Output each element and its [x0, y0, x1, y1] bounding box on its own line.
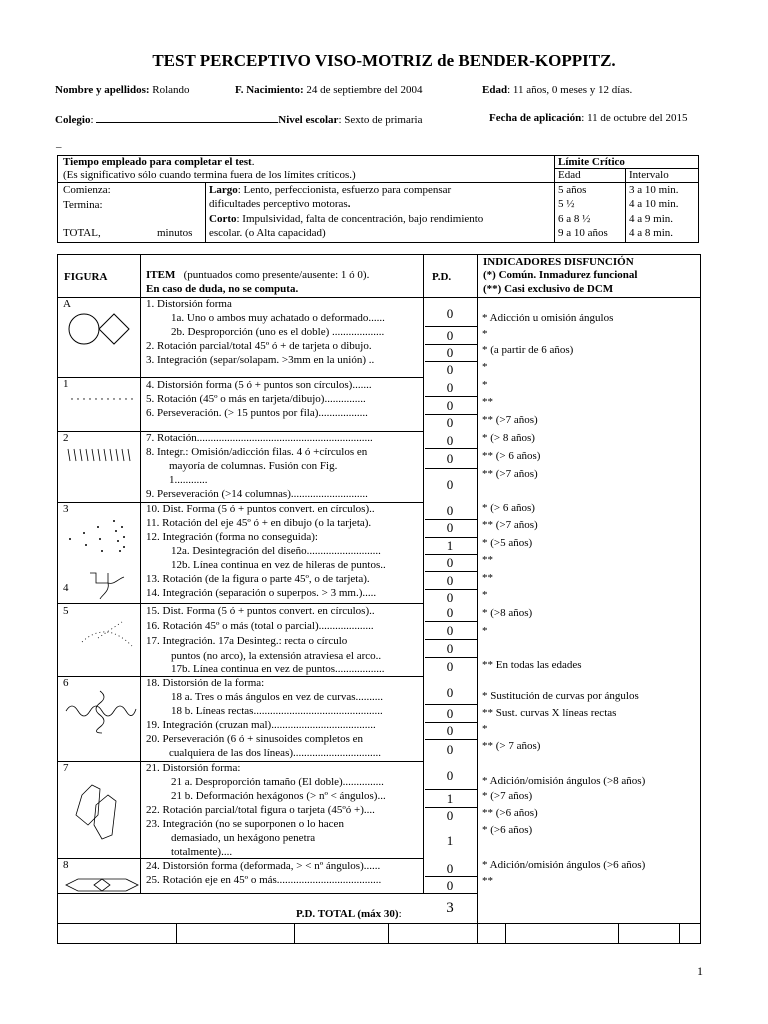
indicator: ** (>7 años) [482, 414, 538, 426]
score[interactable]: 0 [446, 306, 454, 321]
col-indicators-common: (*) Común. Inmadurez funcional [483, 269, 638, 281]
item-text: 22. Rotación parcial/total figura o tarjeta (45ºó +).... [146, 804, 375, 816]
total-label: P.D. TOTAL (máx 30): [296, 908, 402, 920]
indicator: * (>7 años) [482, 790, 533, 802]
item-text: totalmente).... [171, 846, 233, 858]
indicator: * [482, 589, 488, 601]
indicator: ** Sust. curvas X líneas rectas [482, 707, 617, 719]
item-text: 20. Perseveración (6 ó + sinusoides completos en [146, 733, 363, 745]
age-row [482, 84, 632, 96]
item-text: 13. Rotación (de la figura o parte 45º, o de tarjeta). [146, 573, 370, 585]
date-label: Fecha de aplicación [489, 112, 582, 124]
ends-label: Termina: [63, 199, 103, 211]
item-text: 9. Perseveración (>14 columnas)............................ [146, 488, 368, 500]
school-sep: : [90, 114, 94, 126]
indicator: ** [482, 572, 493, 584]
limit-age: 5 años [558, 184, 587, 196]
item-text: 14. Integración (separación o superpos. > 3 mm.)..... [146, 587, 377, 599]
item-text: 21. Distorsión forma: [146, 762, 241, 774]
minutes-label: minutos [157, 227, 193, 239]
figure-4-drawing [88, 569, 128, 603]
score[interactable]: 0 [446, 659, 454, 674]
short-text: Corto: Impulsividad, falta de concentración, bajo rendimiento [209, 213, 484, 225]
school-label: Colegio [55, 114, 91, 126]
figure-a-drawing [66, 313, 136, 347]
divider [58, 858, 423, 859]
score[interactable]: 0 [446, 641, 454, 656]
school-field[interactable] [96, 112, 278, 123]
score[interactable]: 0 [446, 345, 454, 360]
limit-age: 6 a 8 ½ [558, 213, 591, 225]
indicator: * [482, 328, 488, 340]
divider [140, 255, 141, 893]
divider [205, 182, 206, 242]
long-text-2: dificultades perceptivo motoras. [209, 198, 351, 210]
divider [425, 704, 477, 705]
date-row [489, 112, 687, 124]
divider [425, 639, 477, 640]
name-value: Rolando [152, 84, 190, 96]
figure-label: 6 [63, 677, 69, 689]
item-text: puntos (no arco), la extensión atraviesa el arco.. [171, 650, 382, 662]
score[interactable]: 0 [446, 623, 454, 638]
figure-label: 4 [63, 582, 69, 594]
col-indicators-dcm: (**) Casi exclusivo de DCM [483, 283, 614, 295]
divider [294, 923, 295, 943]
item-text: 25. Rotación eje en 45º o más...................................... [146, 874, 382, 886]
indicator: ** (>6 años) [482, 807, 538, 819]
divider [425, 468, 477, 469]
score[interactable]: 0 [446, 808, 454, 823]
item-text: 12a. Desintegración del diseño........................... [171, 545, 381, 557]
divider [425, 789, 477, 790]
score[interactable]: 0 [446, 362, 454, 377]
divider [58, 923, 700, 924]
limit-interval: 4 a 8 min. [629, 227, 673, 239]
indicator: ** [482, 554, 493, 566]
divider [58, 893, 477, 894]
score[interactable]: 0 [446, 328, 454, 343]
item-text: 8. Integr.: Omisión/adicción filas. 4 ó +círculos en [146, 446, 368, 458]
item-text: mayoría de columnas. Fusión con Fig. [169, 460, 338, 472]
figure-label: 2 [63, 432, 69, 444]
score[interactable]: 0 [446, 477, 454, 492]
score[interactable]: 1 [446, 538, 454, 553]
indicator: * Adición/omisión ángulos (>8 años) [482, 775, 646, 787]
item-text: 19. Integración (cruzan mal)...................................... [146, 719, 376, 731]
item-text: cualquiera de las dos líneas)................................ [169, 747, 382, 759]
item-text: 1. Distorsión forma [146, 298, 232, 310]
level-label: Nivel escolar [278, 114, 339, 126]
indicator: * Adicción u omisión ángulos [482, 312, 614, 324]
indicator: * (a partir de 6 años) [482, 344, 574, 356]
time-note: (Es significativo sólo cuando termina fuera de los límites críticos.) [63, 169, 356, 181]
indicator: * [482, 379, 488, 391]
date-value: : 11 de octubre del 2015 [581, 112, 688, 124]
score[interactable]: 0 [446, 380, 454, 395]
indicator: * Sustitución de curvas por ángulos [482, 690, 639, 702]
divider [58, 182, 554, 183]
time-heading: Tiempo empleado para completar el test. [63, 156, 255, 168]
long-text: Largo: Lento, perfeccionista, esfuerzo para compensar [209, 184, 452, 196]
divider [176, 923, 177, 943]
item-text: 12. Integración (forma no conseguida): [146, 531, 318, 543]
total-score[interactable]: 3 [446, 900, 454, 916]
divider [505, 923, 506, 943]
figure-label: A [63, 298, 71, 310]
figure-label: 1 [63, 378, 69, 390]
score[interactable]: 0 [446, 433, 454, 448]
item-text: 15. Dist. Forma (5 ó + puntos convert. en círculos).. [146, 605, 375, 617]
score[interactable]: 0 [446, 590, 454, 605]
divider [625, 168, 626, 242]
starts-label: Comienza: [63, 184, 111, 196]
score[interactable]: 0 [446, 768, 454, 783]
score[interactable]: 0 [446, 398, 454, 413]
divider [425, 739, 477, 740]
item-text: 3. Integración (separ/solapam. >3mm en la unión) .. [146, 354, 375, 366]
limit-heading: Límite Crítico [558, 156, 625, 168]
school-row [55, 112, 422, 126]
item-text: 18 b. Líneas rectas............................................... [171, 705, 383, 717]
score[interactable]: 0 [446, 520, 454, 535]
item-text: 18. Distorsión de la forma: [146, 677, 265, 689]
divider [425, 396, 477, 397]
score[interactable]: 0 [446, 415, 454, 430]
indicator: ** [482, 396, 493, 408]
item-text: 1............ [169, 474, 208, 486]
indicator: ** En todas las edades [482, 659, 582, 671]
indicator: * (>8 años) [482, 607, 533, 619]
item-text: 21 a. Desproporción tamaño (El doble)............... [171, 776, 384, 788]
score[interactable]: 0 [446, 706, 454, 721]
scoring-table [57, 254, 701, 944]
item-text: 17b. Línea continua en vez de puntos.................. [171, 663, 385, 675]
col-item-doubt: En caso de duda, no se computa. [146, 283, 299, 295]
indicator: * [482, 723, 488, 735]
indicator: * (> 8 años) [482, 432, 535, 444]
figure-label: 5 [63, 605, 69, 617]
indicator: ** (>7 años) [482, 468, 538, 480]
score[interactable]: 0 [446, 685, 454, 700]
score[interactable]: 0 [446, 573, 454, 588]
indicator: * (>5 años) [482, 537, 533, 549]
limit-interval: 4 a 9 min. [629, 213, 673, 225]
item-text: 10. Dist. Forma (5 ó + puntos convert. en círculos).. [146, 503, 375, 515]
limit-interval: 4 a 10 min. [629, 198, 679, 210]
item-text: 6. Perseveración. (> 15 puntos por fila).................. [146, 407, 368, 419]
score[interactable]: 0 [446, 451, 454, 466]
age-label: Edad [482, 84, 508, 96]
indicator: * (> 6 años) [482, 502, 535, 514]
score[interactable]: 0 [446, 723, 454, 738]
total-label: TOTAL, [63, 227, 101, 239]
score[interactable]: 0 [446, 742, 454, 757]
divider [58, 377, 423, 378]
indicator: ** (>7 años) [482, 519, 538, 531]
divider [425, 326, 477, 327]
birth-label: F. Nacimiento: [235, 84, 304, 96]
figure-3-drawing [68, 519, 138, 559]
age-value: : 11 años, 0 meses y 12 días. [507, 84, 633, 96]
item-text: 7. Rotación................................................................ [146, 432, 373, 444]
item-text: 16. Rotación 45º o más (total o parcial).................... [146, 620, 374, 632]
item-text: 5. Rotación (45º o más en tarjeta/dibujo)............... [146, 393, 366, 405]
figure-2-drawing [66, 447, 138, 465]
score[interactable]: 0 [446, 878, 454, 893]
indicator: ** [482, 875, 493, 887]
stray-mark: _ [56, 137, 62, 149]
indicator: ** (> 6 años) [482, 450, 541, 462]
age-col: Edad [558, 169, 581, 181]
limit-age: 5 ½ [558, 198, 575, 210]
score[interactable]: 1 [446, 833, 454, 848]
short-text-2: escolar. (o Alta capacidad) [209, 227, 326, 239]
divider [425, 621, 477, 622]
indicator: ** (> 7 años) [482, 740, 541, 752]
figure-8-drawing [64, 877, 140, 893]
col-figure: FIGURA [64, 271, 108, 283]
divider [679, 923, 680, 943]
birth-row [235, 84, 422, 96]
indicator: * [482, 625, 488, 637]
figure-label: 8 [63, 859, 69, 871]
limit-interval: 3 a 10 min. [629, 184, 679, 196]
figure-label: 3 [63, 503, 69, 515]
level-value: : Sexto de primaria [338, 114, 423, 126]
divider [477, 255, 478, 943]
figure-label: 7 [63, 762, 69, 774]
item-text: 2b. Desproporción (uno es el doble) ................... [171, 326, 385, 338]
birth-value: 24 de septiembre del 2004 [306, 84, 423, 96]
score[interactable]: 0 [446, 605, 454, 620]
interval-col: Intervalo [629, 169, 669, 181]
divider [388, 923, 389, 943]
name-row [55, 84, 190, 96]
item-text: 21 b. Deformación hexágonos (> nº < ángulos)... [171, 790, 386, 802]
item-text: 18 a. Tres o más ángulos en vez de curvas.......... [171, 691, 384, 703]
item-text: 11. Rotación del eje 45º ó + en dibujo (o la tarjeta). [146, 517, 372, 529]
figure-5-drawing [78, 620, 138, 670]
figure-6-drawing [64, 689, 138, 733]
item-text: 4. Distorsión forma (5 ó + puntos son círculos)....... [146, 379, 372, 391]
indicator: * (>6 años) [482, 824, 533, 836]
col-item: ITEM (puntuados como presente/ausente: 1 ó 0). [146, 269, 370, 281]
item-text: 1a. Uno o ambos muy achatado o deformado...... [171, 312, 385, 324]
score[interactable]: 0 [446, 861, 454, 876]
figure-1-drawing [70, 395, 140, 405]
score[interactable]: 1 [446, 791, 454, 806]
name-label: Nombre y apellidos: [55, 84, 150, 96]
score[interactable]: 0 [446, 503, 454, 518]
indicator: * Adición/omisión ángulos (>6 años) [482, 859, 646, 871]
divider [423, 255, 424, 893]
item-text: 23. Integración (no se suporponen o lo hacen [146, 818, 344, 830]
divider [58, 761, 423, 762]
item-text: 24. Distorsión forma (deformada, > < nº ángulos)...... [146, 860, 381, 872]
item-text: 12b. Línea continua en vez de hileras de puntos.. [171, 559, 386, 571]
page-number: 1 [697, 964, 703, 978]
item-text: demasiado, un hexágono penetra [171, 832, 316, 844]
col-pd: P.D. [432, 271, 452, 283]
divider [425, 657, 477, 658]
item-text: 2. Rotación parcial/total 45º ó + de tarjeta o dibujo. [146, 340, 372, 352]
score[interactable]: 0 [446, 555, 454, 570]
divider [618, 923, 619, 943]
divider [554, 182, 698, 183]
divider [58, 603, 423, 604]
page-title: TEST PERCEPTIVO VISO-MOTRIZ de BENDER-KOPPITZ. [152, 51, 616, 70]
item-text: 17. Integración. 17a Desinteg.: recta o círculo [146, 635, 348, 647]
figure-7-drawing [72, 775, 132, 845]
time-table [57, 155, 699, 243]
divider [425, 571, 477, 572]
col-indicators: INDICADORES DISFUNCIÓN [483, 256, 634, 268]
limit-age: 9 a 10 años [558, 227, 608, 239]
indicator: * [482, 361, 488, 373]
